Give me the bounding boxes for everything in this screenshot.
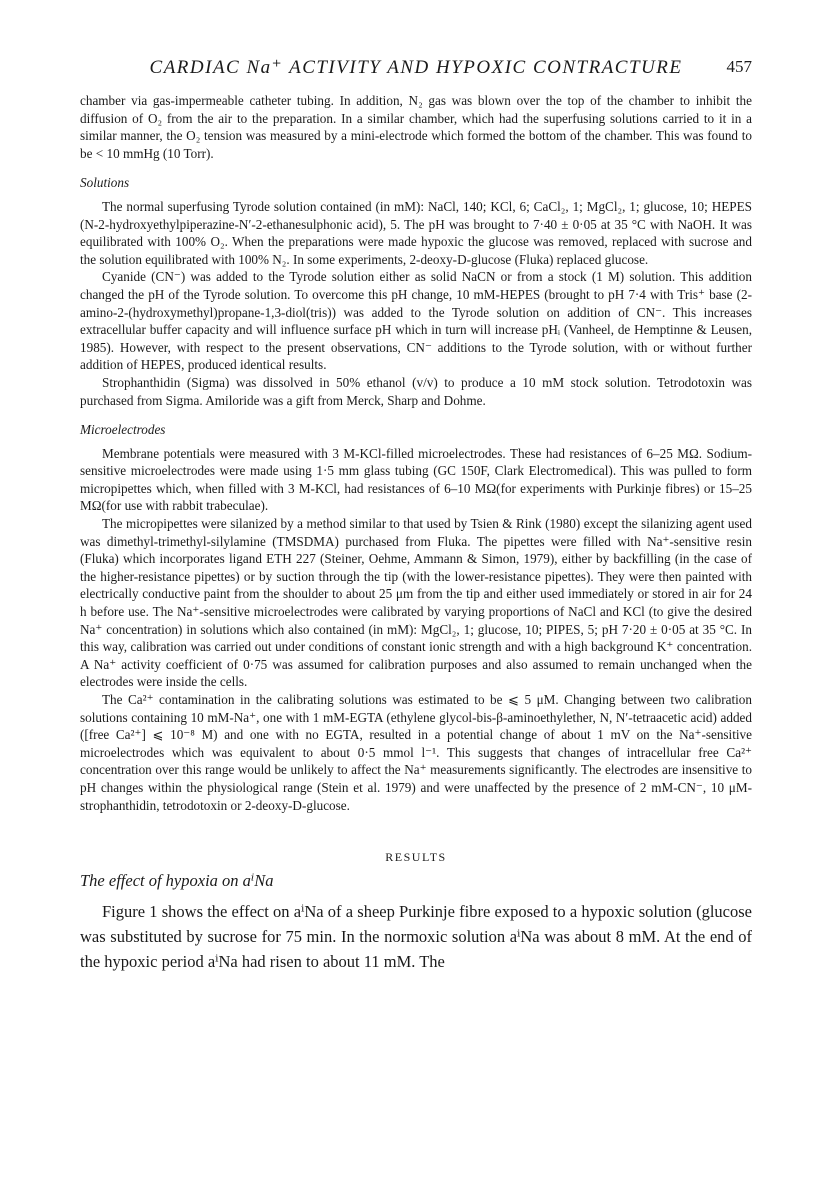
results-heading: RESULTS xyxy=(385,850,447,865)
solutions-paragraph-3: Strophanthidin (Sigma) was dissolved in 50% ethanol (v/v) to produce a 10 mM stock solution. Tetrodotoxin was purchased from Sigma. Amiloride was a gift from Merck, Sharp and Dohme. xyxy=(80,374,752,408)
journal-page xyxy=(80,56,752,974)
microelectrodes-heading: Microelectrodes xyxy=(80,422,166,438)
running-head: CARDIAC Na⁺ ACTIVITY AND HYPOXIC CONTRACTURE xyxy=(149,57,683,78)
results-subheading: The effect of hypoxia on aⁱNa xyxy=(80,871,274,891)
solutions-paragraph-2: Cyanide (CN⁻) was added to the Tyrode solution either as solid NaCN or from a stock (1 M) solution. This addition changed the pH of the Tyrode solution. To overcome this pH change, 10 mM-HEPES (brought to pH 7·4 with Tris⁺ base (2-amino-2-(hydroxymethyl)propane-1,3-diol(tris)) was added to the Tyrode solution on addition of CN⁻. This increases extracellular buffer capacity and will influence surface pH which in turn will increase pHᵢ (Vanheel, de Hemptinne & Leusen, 1985). However, with respect to the present observations, CN⁻ additions to the Tyrode solution, with or without further addition of HEPES, produced identical results. xyxy=(80,269,752,373)
page-number: 457 xyxy=(726,57,752,76)
microelectrodes-paragraph-1: Membrane potentials were measured with 3 M-KCl-filled microelectrodes. These had resistances of 6–25 MΩ. Sodium-sensitive microelectrodes were made using 1·5 mm glass tubing (GC 150F, Clark Electromedical). This was pulled to form micropipettes which, when filled with 3 M-KCl, had resistances of 6–10 MΩ(for experiments with Purkinje fibres) or 15–25 MΩ(for use with rabbit trabeculae). xyxy=(80,445,752,514)
solutions-paragraph-1: The normal superfusing Tyrode solution contained (in mM): NaCl, 140; KCl, 6; CaCl₂, 1; MgCl₂, 1; glucose, 10; HEPES (N-2-hydroxyethylpiperazine-N′-2-ethanesulphonic acid), 5. The pH was brought to 7·40 ± 0·05 at 35 °C with NaOH. It was equilibrated with 100% O₂. When the preparations were made hypoxic the glucose was removed, replaced with sucrose and the solution equilibrated with 100% N₂. In some experiments, 2-deoxy-D-glucose (Fluka) replaced glucose. xyxy=(80,198,752,267)
microelectrodes-paragraph-3: The Ca²⁺ contamination in the calibrating solutions was estimated to be ⩽ 5 μM. Changing between two calibration solutions containing 10 mM-Na⁺, one with 1 mM-EGTA (ethylene glycol-bis-β-aminoethylether, N, N′-tetraacetic acid) added ([free Ca²⁺] ⩽ 10⁻⁸ M) and one with no EGTA, resulted in a potential change of about 1 mV on the Na⁺-sensitive microelectrodes which was equivalent to about 0·5 mmol l⁻¹. This suggests that changes of intracellular free Ca²⁺ concentration over this range would be unlikely to affect the Na⁺ measurements significantly. The electrodes are insensitive to pH changes within the physiological range (Stein et al. 1979) and were unaffected by the presence of 2 mM-CN⁻, 10 μM-strophanthidin, tetrodotoxin or 2-deoxy-D-glucose. xyxy=(80,692,752,813)
solutions-heading: Solutions xyxy=(80,175,130,191)
results-paragraph: Figure 1 shows the effect on aⁱNa of a sheep Purkinje fibre exposed to a hypoxic solution (glucose was substituted by sucrose for 75 min. In the normoxic solution aⁱNa was about 8 mM. At the end of the hypoxic period aⁱNa had risen to about 11 mM. The xyxy=(80,902,752,972)
microelectrodes-paragraph-2: The micropipettes were silanized by a method similar to that used by Tsien & Rink (1980) except the silanizing agent used was dimethyl-trimethyl-silylamine (TMSDMA) purchased from Fluka. The pipettes were filled with Na⁺-sensitive resin (Fluka) which incorporates ligand ETH 227 (Steiner, Oehme, Ammann & Simon, 1979), either by backfilling (in the case of the higher-resistance pipettes) or by suction through the tip (with the lower-resistance pipettes). They were then painted with electrically conductive paint from the shoulder to about 25 μm from the tip and either used immediately or stored in air for 24 h before use. The Na⁺-sensitive microelectrodes were calibrated by varying proportions of NaCl and KCl (to give the desired Na⁺ concentration) in solutions which also contained (in mM): MgCl₂, 1; glucose, 10; PIPES, 5; pH 7·20 ± 0·05 at 35 °C. In this way, calibration was carried out under conditions of constant ionic strength and with a high background K⁺ concentration. A Na⁺ activity coefficient of 0·75 was assumed for calibration purposes and also assumed to remain unchanged when the electrodes were inside the cells. xyxy=(80,516,752,690)
page-header xyxy=(80,56,752,82)
intro-paragraph: chamber via gas-impermeable catheter tubing. In addition, N₂ gas was blown over the top of the chamber to inhibit the diffusion of O₂ from the air to the preparation. In a similar chamber, which had the superfusing solutions carried to it in a similar manner, the O₂ tension was measured by a mini-electrode which formed the bottom of the chamber. This was found to be < 10 mmHg (10 Torr). xyxy=(80,93,752,161)
